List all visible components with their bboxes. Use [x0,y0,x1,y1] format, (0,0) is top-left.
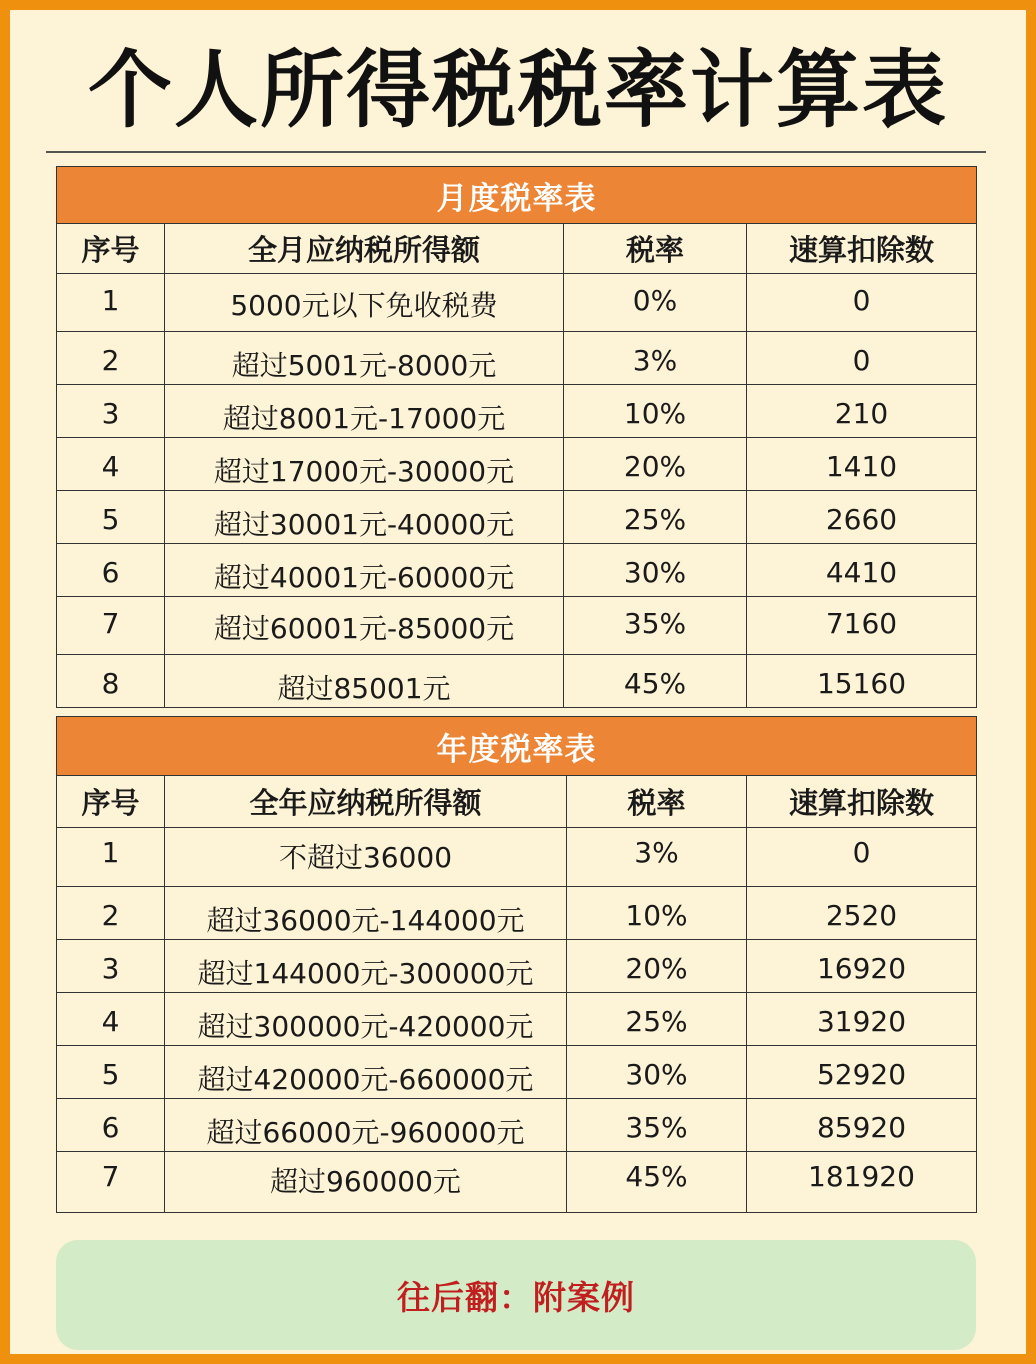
annual-tax-table [56,716,977,1213]
cell-deduction: 2520 [747,887,977,940]
col-header-income: 全月应纳税所得额 [165,224,564,274]
cell-rate: 35% [564,597,747,655]
cell-income: 超过8001元-17000元 [165,385,564,438]
table-row [57,1152,977,1213]
next-page-note [56,1240,976,1350]
cell-index: 5 [57,1046,165,1099]
table-row [57,332,977,385]
cell-rate: 3% [567,828,747,887]
table-row [57,274,977,332]
cell-index: 3 [57,385,165,438]
title-divider [46,151,986,153]
cell-index: 5 [57,491,165,544]
cell-deduction: 1410 [747,438,977,491]
col-header-index: 序号 [57,776,165,828]
cell-index: 4 [57,993,165,1046]
table-row [57,491,977,544]
cell-income: 5000元以下免收税费 [165,274,564,332]
cell-index: 7 [57,597,165,655]
page-title: 个人所得税税率计算表 [87,41,948,139]
cell-deduction: 52920 [747,1046,977,1099]
table-row [57,887,977,940]
monthly-table-title: 月度税率表 [57,167,977,224]
next-page-note-text: 往后翻：附案例 [397,1277,635,1317]
cell-rate: 20% [564,438,747,491]
table-row [57,544,977,597]
col-header-rate: 税率 [567,776,747,828]
cell-index: 1 [57,274,165,332]
cell-index: 4 [57,438,165,491]
col-header-income: 全年应纳税所得额 [165,776,567,828]
col-header-deduction: 速算扣除数 [747,224,977,274]
cell-index: 6 [57,544,165,597]
monthly-tax-table [56,166,977,708]
cell-index: 6 [57,1099,165,1152]
cell-income: 超过420000元-660000元 [165,1046,567,1099]
cell-index: 2 [57,332,165,385]
cell-deduction: 85920 [747,1099,977,1152]
table-row [57,1046,977,1099]
cell-deduction: 15160 [747,655,977,708]
cell-rate: 25% [567,993,747,1046]
col-header-index: 序号 [57,224,165,274]
cell-deduction: 181920 [747,1152,977,1213]
cell-rate: 3% [564,332,747,385]
cell-rate: 30% [564,544,747,597]
col-header-rate: 税率 [564,224,747,274]
cell-index: 7 [57,1152,165,1213]
cell-rate: 10% [567,887,747,940]
cell-income: 超过85001元 [165,655,564,708]
cell-rate: 25% [564,491,747,544]
cell-rate: 45% [567,1152,747,1213]
cell-income: 不超过36000 [165,828,567,887]
cell-deduction: 2660 [747,491,977,544]
cell-deduction: 0 [747,274,977,332]
col-header-deduction: 速算扣除数 [747,776,977,828]
cell-rate: 45% [564,655,747,708]
table-row [57,1099,977,1152]
cell-index: 3 [57,940,165,993]
cell-income: 超过66000元-960000元 [165,1099,567,1152]
cell-income: 超过36000元-144000元 [165,887,567,940]
cell-rate: 35% [567,1099,747,1152]
cell-deduction: 210 [747,385,977,438]
cell-index: 1 [57,828,165,887]
cell-deduction: 4410 [747,544,977,597]
cell-income: 超过60001元-85000元 [165,597,564,655]
cell-deduction: 0 [747,332,977,385]
cell-index: 8 [57,655,165,708]
cell-income: 超过30001元-40000元 [165,491,564,544]
cell-rate: 0% [564,274,747,332]
cell-deduction: 16920 [747,940,977,993]
cell-income: 超过960000元 [165,1152,567,1213]
cell-income: 超过5001元-8000元 [165,332,564,385]
table-row [57,940,977,993]
cell-rate: 30% [567,1046,747,1099]
cell-deduction: 0 [747,828,977,887]
annual-table-title: 年度税率表 [57,717,977,776]
cell-income: 超过300000元-420000元 [165,993,567,1046]
cell-deduction: 31920 [747,993,977,1046]
cell-income: 超过144000元-300000元 [165,940,567,993]
table-row [57,438,977,491]
cell-rate: 20% [567,940,747,993]
table-row [57,655,977,708]
cell-deduction: 7160 [747,597,977,655]
table-row [57,597,977,655]
cell-index: 2 [57,887,165,940]
cell-income: 超过40001元-60000元 [165,544,564,597]
cell-rate: 10% [564,385,747,438]
table-row [57,385,977,438]
table-row [57,828,977,887]
table-row [57,993,977,1046]
cell-income: 超过17000元-30000元 [165,438,564,491]
